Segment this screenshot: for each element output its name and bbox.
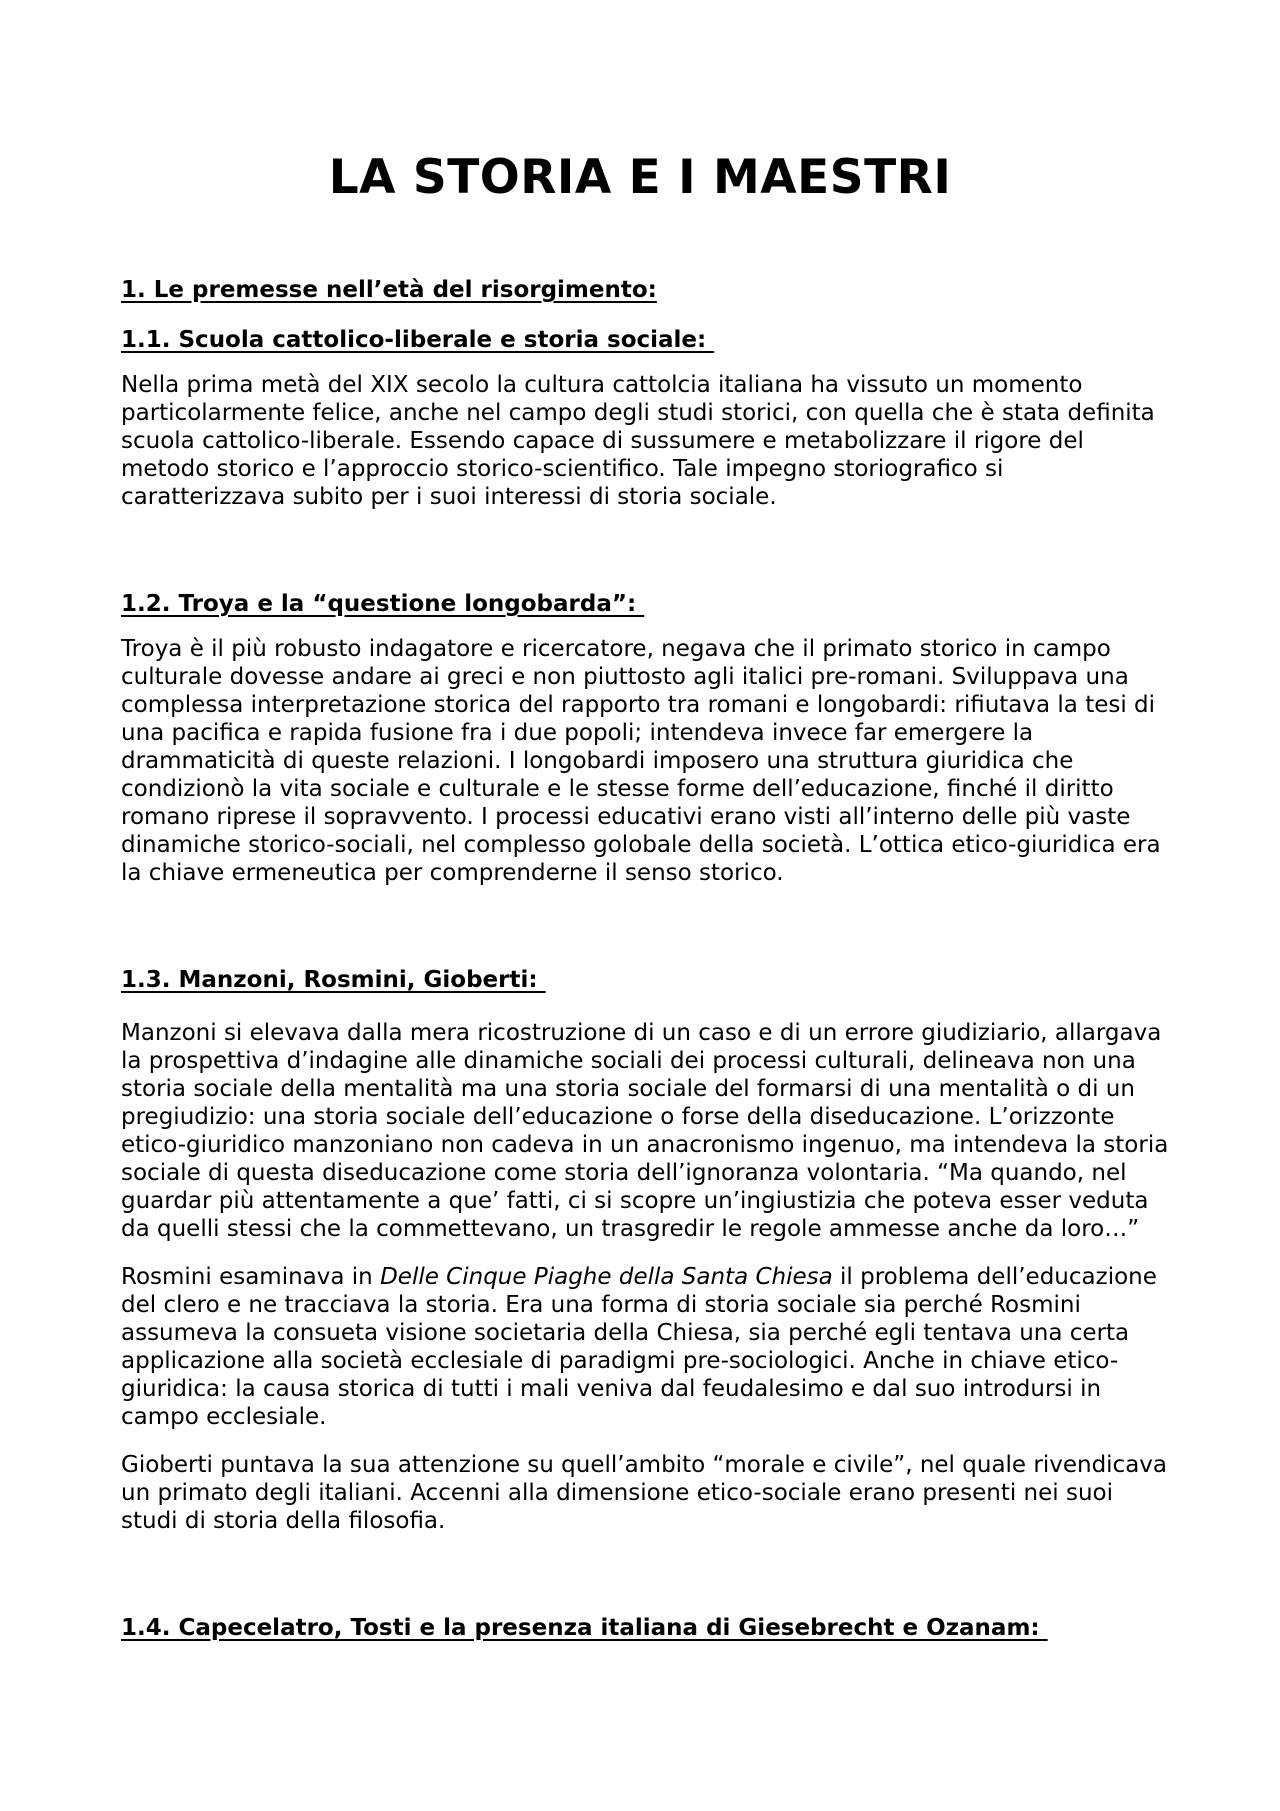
paragraph-gioberti: Gioberti puntava la sua attenzione su quell’ambito “morale e civile”, nel quale rivendicava un primato degli italiani. Accenni alla dimensione etico-sociale erano presenti nei suoi studi di storia della filosofia. <box>121 1452 1168 1534</box>
book-title-italic: Delle Cinque Piaghe della Santa Chiesa <box>380 1264 833 1290</box>
paragraph-1-1: Nella prima metà del XIX secolo la cultura cattolcia italiana ha vissuto un momento particolarmente felice, anche nel campo degli studi storici, con quella che è stata definita scuola cattolico-liberale. Essendo capace di sussumere e metabolizzare il rigore del metodo storico e l’approccio storico-scientifico. Tale impegno storiografico si caratterizzava subito per i suoi interessi di storia sociale. <box>121 372 1155 510</box>
section-heading-1-1: 1.1. Scuola cattolico-liberale e storia sociale: <box>121 327 715 353</box>
document-body <box>121 275 1171 1643</box>
document-title: LA STORIA E I MAESTRI <box>328 150 952 205</box>
paragraph-rosmini-rest: il problema dell’educazione del clero e ne tracciava la storia. Era una forma di storia sociale sia perché Rosmini assumeva la consueta visione societaria della Chiesa, sia perché egli tentava una certa applicazione alla società ecclesiale di paradigmi pre-sociologici. Anche in chiave etico-giuridica: la causa storica di tutti i mali veniva dal feudalesimo e dal suo introdursi in campo ecclesiale. <box>121 1264 1157 1430</box>
section-heading-1-2: 1.2. Troya e la “questione longobarda”: <box>121 591 645 617</box>
paragraph-manzoni: Manzoni si elevava dalla mera ricostruzione di un caso e di un errore giudiziario, allargava la prospettiva d’indagine alle dinamiche sociali dei processi culturali, delineava non una storia sociale della mentalità ma una storia sociale del formarsi di una mentalità o di un pregiudizio: una storia sociale dell’educazione o forse della diseducazione. L’orizzonte etico-giuridico manzoniano non cadeva in un anacronismo ingenuo, ma intendeva la storia sociale di questa diseducazione come storia dell’ignoranza volontaria. “Ma quando, nel guardar più attentamente a que’ fatti, ci si scopre un’ingiustizia che poteva esser veduta da quelli stessi che la commettevano, un trasgredir le regole ammesse anche da loro…” <box>121 1020 1169 1242</box>
paragraph-1-2: Troya è il più robusto indagatore e ricercatore, negava che il primato storico in campo culturale dovesse andare ai greci e non piuttosto agli italici pre-romani. Sviluppava una complessa interpretazione storica del rapporto tra romani e longobardi: rifiutava la tesi di una pacifica e rapida fusione fra i due popoli; intendeva invece far emergere la drammaticità di queste relazioni. I longobardi imposero una struttura giuridica che condizionò la vita sociale e culturale e le stesse forme dell’educazione, finché il diritto romano riprese il sopravvento. I processi educativi erano visti all’interno delle più vaste dinamiche storico-sociali, nel complesso golobale della società. L’ottica etico-giuridica era la chiave ermeneutica per comprenderne il senso storico. <box>121 636 1161 886</box>
section-heading-1-4: 1.4. Capecelatro, Tosti e la presenza italiana di Giesebrecht e Ozanam: <box>121 1615 1048 1641</box>
section-heading-1: 1. Le premesse nell’età del risorgimento: <box>121 277 657 303</box>
paragraph-rosmini <box>121 1263 1171 1431</box>
paragraph-rosmini-lead: Rosmini esaminava in <box>121 1264 381 1290</box>
section-heading-1-3: 1.3. Manzoni, Rosmini, Gioberti: <box>121 967 546 993</box>
